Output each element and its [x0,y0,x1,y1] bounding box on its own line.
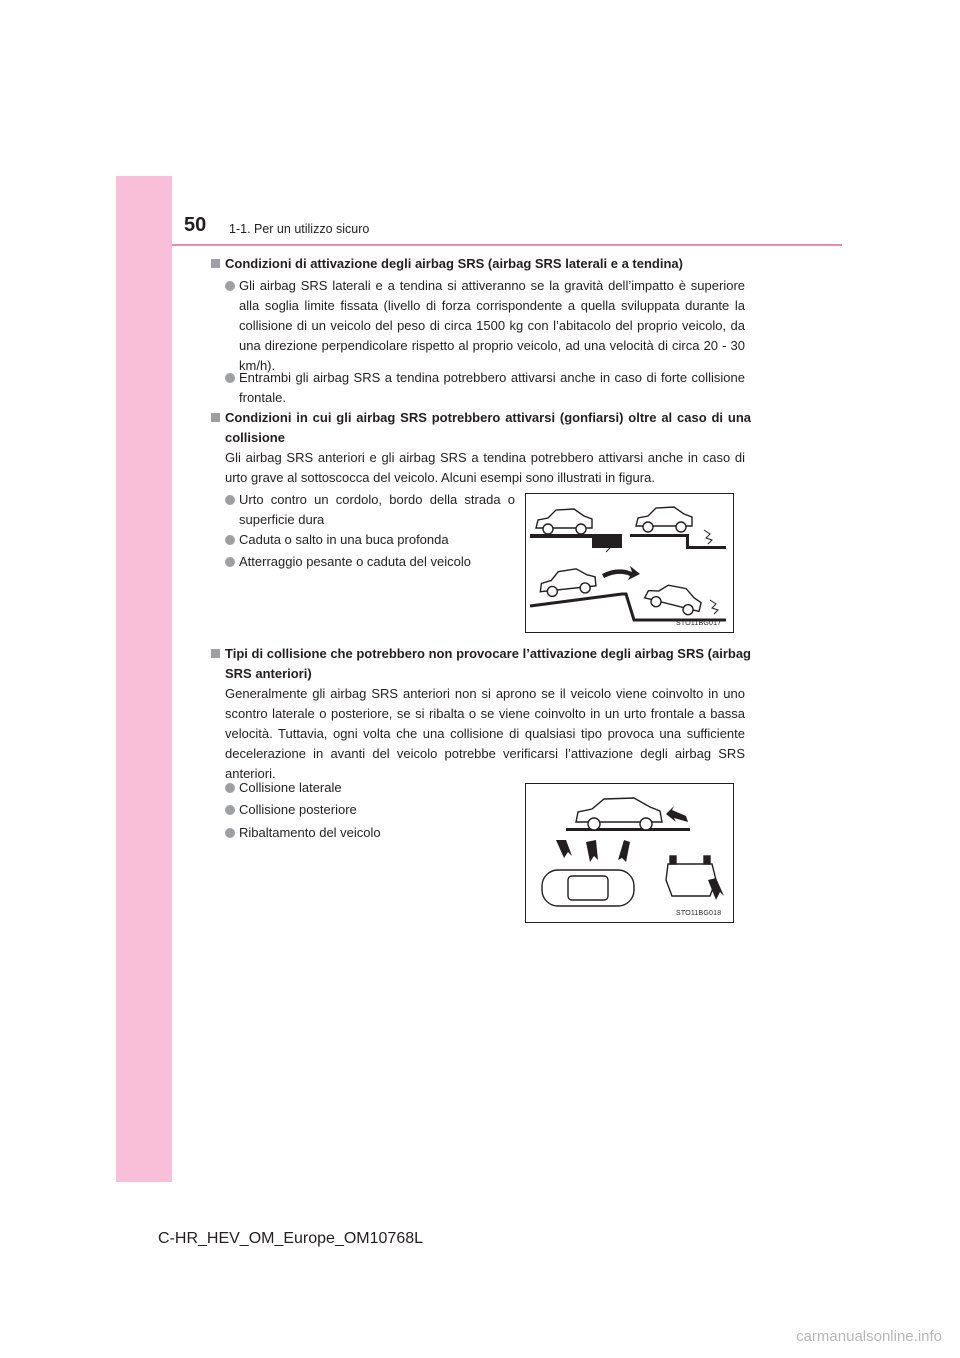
footer-document-id: C-HR_HEV_OM_Europe_OM10768L [158,1230,424,1247]
round-bullet-icon [225,373,235,383]
figure-undercarriage-impacts [525,493,734,633]
square-bullet-icon [211,649,220,658]
round-bullet-icon [225,783,235,793]
arrow-right-icon [602,566,640,580]
header-rule [172,244,842,246]
undercarriage-impact-illustration [526,494,733,632]
bullet-item: Collisione laterale [225,778,515,798]
bullet-item: Urto contro un cordolo, bordo della strada o superficie dura [225,490,515,530]
paragraph: Generalmente gli airbag SRS anteriori non si aprono se il veicolo viene coinvolto in uno scontro laterale o posteriore, se si ribalta o se viene coinvolto in un urto frontale a bassa velocità. Tuttavia, ogni volta che una collisione di qualsiasi tipo provoca una sufficiente decelerazione in avanti del veicolo potrebbe verificarsi l’attivazione degli airbag SRS anteriori. [225,686,745,781]
round-bullet-icon [225,535,235,545]
arrow-down-icon [618,840,630,862]
bullet-item: Entrambi gli airbag SRS a tendina potrebbero attivarsi anche in caso di forte collisione frontale. [225,368,745,408]
square-bullet-icon [211,413,220,422]
heading-non-activation-collisions: Tipi di collisione che potrebbero non provocare l’attivazione degli airbag SRS (airbag SRS anteriori) [211,644,751,684]
car-top-icon [542,870,634,906]
page-number: 50 [184,214,207,236]
round-bullet-icon [225,495,235,505]
pink-sidebar [116,176,172,1182]
arrow-down-icon [556,840,572,858]
bullet-item: Caduta o salto in una buca profonda [225,530,515,550]
round-bullet-icon [225,805,235,815]
car-icon [636,507,692,532]
car-overturned-icon [666,856,716,896]
section-title: 1-1. Per un utilizzo sicuro [229,222,370,236]
round-bullet-icon [225,281,235,291]
car-icon [538,567,596,598]
bullet-item: Collisione posteriore [225,800,515,820]
paragraph: Gli airbag SRS anteriori e gli airbag SRS a tendina potrebbero attivarsi anche in caso di urto grave al sottoscocca del veicolo. Alcuni esempi sono illustrati in figura. [225,450,745,485]
round-bullet-icon [225,557,235,567]
figure-code: STO11BG018 [676,910,722,917]
heading-non-collision-activation: Condizioni in cui gli airbag SRS potrebbero attivarsi (gonfiarsi) oltre al caso di una collisione [211,408,751,448]
figure-collision-types [525,783,734,923]
impact-burst-icon [704,530,712,544]
car-icon [643,579,703,617]
impact-burst-icon [710,600,718,614]
arrow-left-icon [666,806,688,822]
watermark: carmanualsonline.info [796,1328,942,1345]
bullet-item: Gli airbag SRS laterali e a tendina si attiveranno se la gravità dell’impatto è superiore alla soglia limite fissata (livello di forza corrispondente a quella sviluppata durante la collisione di un veicolo del peso di circa 1500 kg con l’abitacolo del proprio veicolo, da una direzione perpendicolare rispetto al proprio veicolo, ad una velocità di circa 20 - 30 km/h). [225,276,745,376]
bullet-item: Atterraggio pesante o caduta del veicolo [225,552,515,572]
collision-types-illustration [526,784,733,922]
bullet-item: Ribaltamento del veicolo [225,823,515,843]
square-bullet-icon [211,259,220,268]
arrow-down-icon [586,840,598,862]
round-bullet-icon [225,828,235,838]
car-icon [536,509,592,534]
figure-code: STO11BG017 [676,620,722,627]
heading-side-curtain-activation: Condizioni di attivazione degli airbag SRS (airbag SRS laterali e a tendina) [211,254,751,274]
car-side-icon [576,798,662,830]
